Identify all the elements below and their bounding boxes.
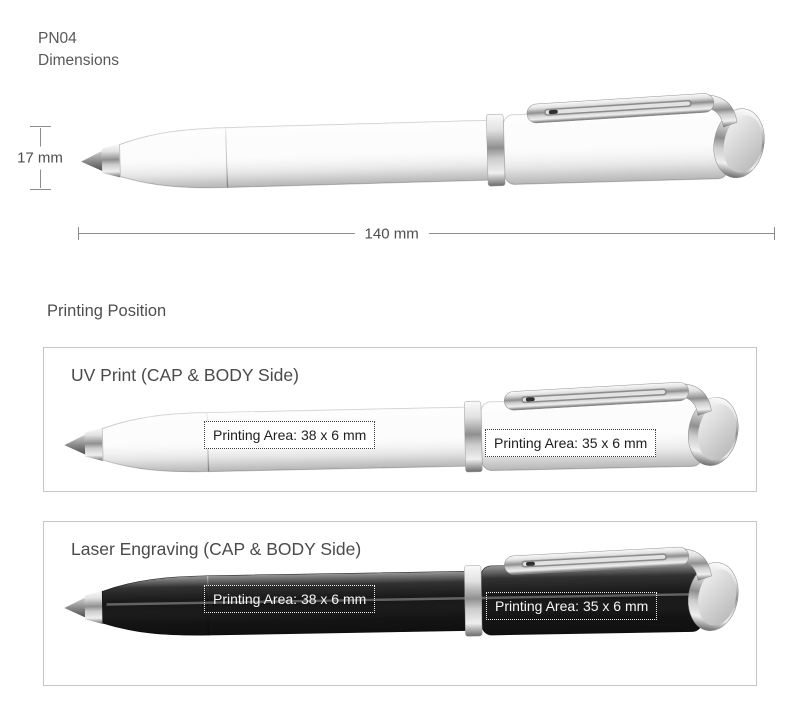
height-dimension-label: 17 mm (16, 147, 64, 170)
dimension-tick (774, 227, 775, 240)
dimension-pen-image (77, 87, 777, 216)
product-subtitle: Dimensions (38, 52, 119, 69)
laser-engraving-section (43, 521, 757, 686)
dimension-tick (30, 126, 51, 127)
product-header (38, 28, 119, 72)
height-dimension (16, 126, 64, 190)
uv-print-section-title: UV Print (CAP & BODY Side) (71, 365, 299, 385)
printing-area-body-label: Printing Area: 38 x 6 mm (204, 585, 375, 613)
dimension-tick (30, 189, 51, 190)
length-dimension (78, 227, 775, 240)
length-dimension-label: 140 mm (355, 225, 429, 242)
printing-position-title: Printing Position (47, 302, 167, 320)
laser-engraving-section-title: Laser Engraving (CAP & BODY Side) (71, 539, 362, 559)
product-code: PN04 (38, 30, 77, 47)
uv-print-section (43, 347, 757, 492)
printing-area-body-label: Printing Area: 38 x 6 mm (204, 421, 375, 449)
printing-area-cap-label: Printing Area: 35 x 6 mm (485, 429, 656, 457)
printing-area-cap-label: Printing Area: 35 x 6 mm (486, 592, 657, 620)
